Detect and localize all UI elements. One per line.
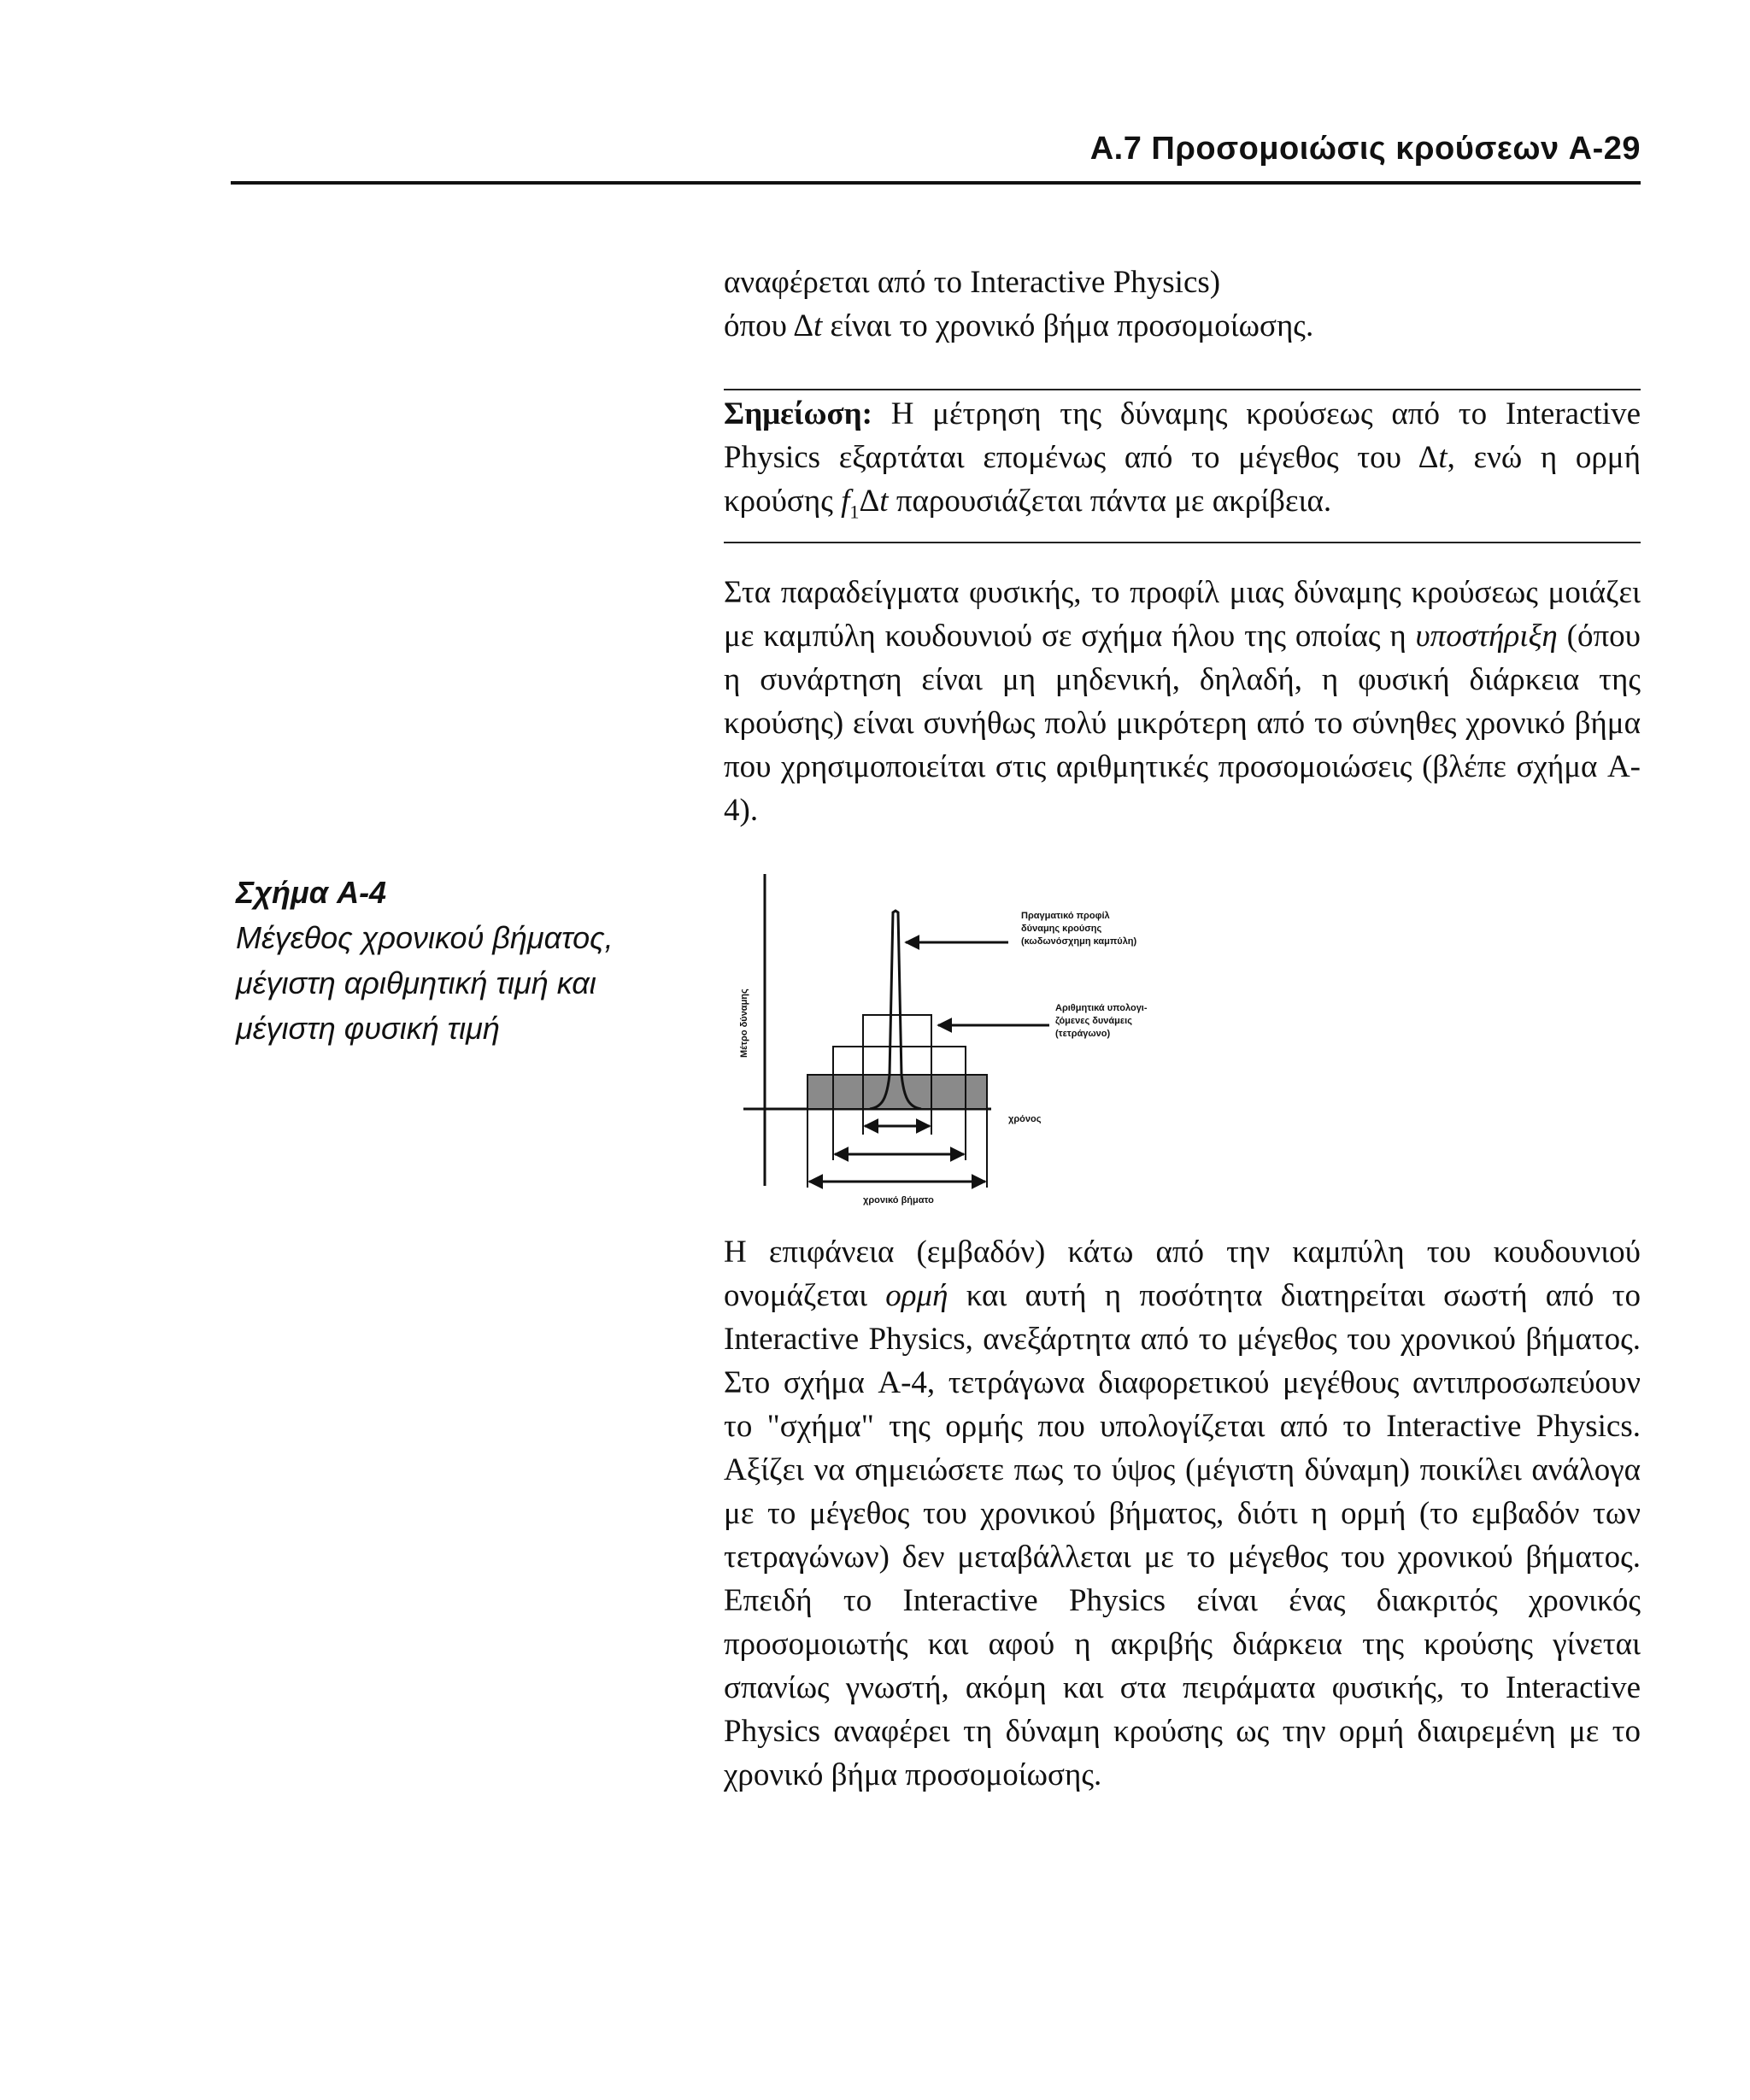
step-boundary-lines [807,1109,987,1188]
p3-text-b: και αυτή η ποσότητα διατηρείται σωστή από το Interactive Physics, ανεξάρτητα από το μέγεθος του χρονικού βήματος. Στο σχήμα A-4, τετράγωνα διαφορετικού μεγέθους αντιπροσωπεύουν το "σχήμα" της ορμής που υπολογίζεται από το Interactive Physics. Αξίζει να σημειώσετε πως το ύψος (μέγιστη δύναμη) ποικίλει ανάλογα με το μέγεθος του χρονικού βήματος, διότι η ορμή (το εμβαδόν των τετραγώνων) δεν μεταβάλλεται με το μέγεθος του χρονικού βήματος. Επειδή το Interactive Physics είναι ένας διακριτός χρονικός προσομοιωτής και αφού η ακριβής διάρκεια της κρούσης γίνεται σπανίως γνωστή, ακόμη και στα πειράματα φυσικής, το Interactive Physics αναφέρει τη δύναμη κρούσης ως την ορμή διαιρεμένη με το χρονικό βήμα προσομοίωσης. [724,1278,1641,1792]
intro-text-b: είναι το χρονικό βήμα προσομοίωσης. [822,308,1314,343]
figure-a4 [726,870,1239,1211]
note-f: f [841,484,850,519]
label-numeric-line-1: Αριθμητικά υπολογι- [1055,1003,1148,1013]
y-axis-label: Μέτρο δύναμης [739,988,749,1058]
time-step-label: χρονικό βήματο [863,1195,934,1205]
note-f-sub: 1 [849,501,860,523]
note-text-b: , ενώ η ορμή κρούσης [724,440,1641,519]
paragraph-2 [724,571,1641,832]
label-actual-line-2: δύναμης κρούσης [1021,924,1102,934]
p3-text-a: Η επιφάνεια (εμβαδόν) κάτω από την καμπύλη του κουδουνιού ονομάζεται [724,1235,1641,1313]
note-text-d: παρουσιάζεται πάντα με ακρίβεια. [888,484,1332,519]
intro-line-1: αναφέρεται από το Interactive Physics) [724,265,1221,300]
note-text-c: Δ [859,484,880,519]
label-numeric-line-2: ζόμενες δυνάμεις [1055,1016,1132,1026]
label-numeric-line-3: (τετράγωνο) [1055,1029,1111,1039]
t-symbol: t [813,308,823,343]
intro-line-2 [724,304,1641,348]
header-title: A.7 Προσομοιώσις κρούσεων A-29 [1089,131,1641,167]
delta-symbol: Δ [793,308,814,343]
p3-emphasis: ορμή [885,1278,948,1313]
numeric-force-bar-wide [807,1075,987,1109]
note-label: Σημείωση: [724,396,872,431]
x-axis-label: χρόνος [1008,1114,1042,1124]
running-header [231,120,1641,185]
p2-text-b: (όπου η συνάρτηση είναι μη μηδενική, δηλαδή, η φυσική διάρκεια της κρούσης) είναι συνήθως πολύ μικρότερη από το σύνηθες χρονικό βήμα που χρησιμοποιείται στις αριθμητικές προσομοιώσεις (βλέπε σχήμα A-4). [724,619,1641,828]
note-t1: t [1438,440,1448,475]
paragraph-3 [724,1230,1641,1797]
label-actual-line-1: Πραγματικό προφίλ [1021,911,1110,921]
p2-emphasis: υποστήριξη [1415,619,1558,654]
note-t2: t [879,484,889,519]
intro-text-a: όπου [724,308,794,343]
note-text-a: Η μέτρηση της δύναμης κρούσεως από το Interactive Physics εξαρτάται επομένως από το μέγεθος του Δ [724,396,1641,475]
note-box [724,389,1641,543]
caption-title: Σχήμα A-4 [236,875,387,910]
label-numeric-forces [1055,1003,1150,1039]
intro-text [724,261,1641,348]
label-actual-line-3: (κωδωνόσχημη καμπύλη) [1021,936,1137,947]
caption-text: Μέγεθος χρονικού βήματος, μέγιστη αριθμητική τιμή και μέγιστη φυσική τιμή [236,920,614,1046]
figure-caption [236,870,680,1051]
label-actual-profile [1021,911,1137,947]
p2-text-a: Στα παραδείγματα φυσικής, το προφίλ μιας δύναμης κρούσεως μοιάζει με καμπύλη κουδουνιού σε σχήμα ήλου της οποίας η [724,575,1641,654]
